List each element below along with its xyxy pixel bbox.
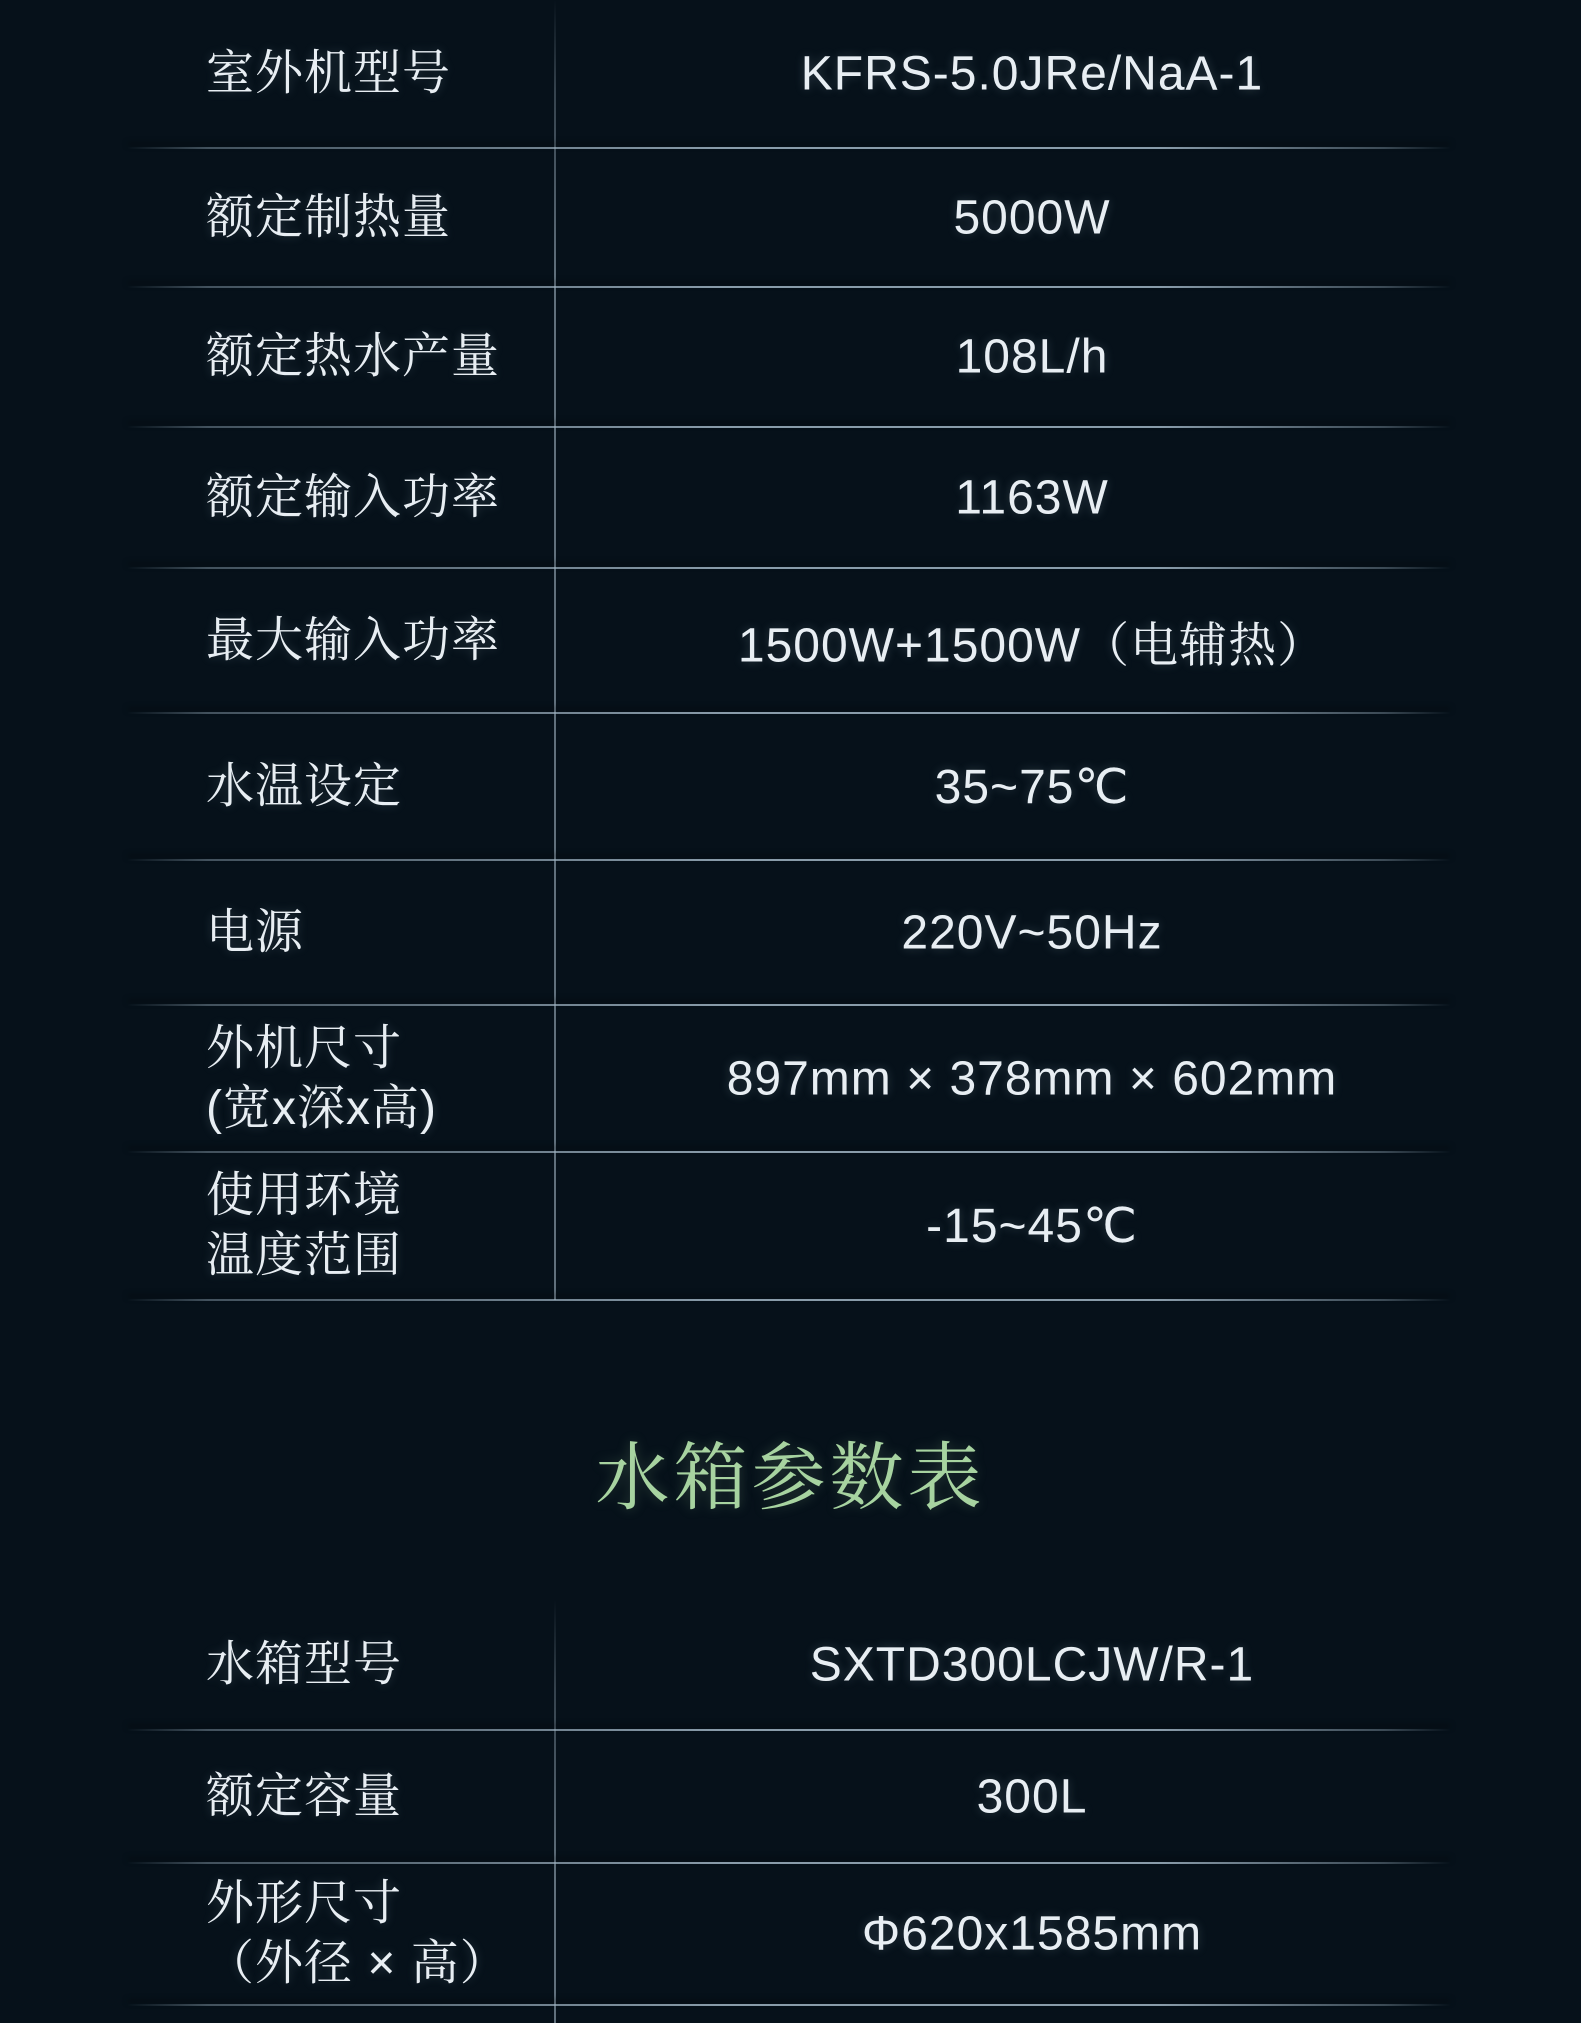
table-row xyxy=(0,287,1581,427)
spec-value: 220V~50Hz xyxy=(901,906,1163,959)
spec-label-text: 额定输入功率 xyxy=(206,470,501,524)
table-row xyxy=(0,1600,1581,1730)
table-row xyxy=(0,713,1581,860)
spec-label-text: 室外机型号 xyxy=(206,47,452,100)
spec-label-text: 外机尺寸 xyxy=(206,1021,403,1075)
spec-value: 1163W xyxy=(955,471,1109,524)
spec-value: 5000W xyxy=(953,191,1111,244)
table-row xyxy=(0,568,1581,713)
spec-value: 1500W+1500W（电辅热） xyxy=(737,619,1327,672)
table-row xyxy=(0,1730,1581,1863)
spec-value: SXTD300LCJW/R-1 xyxy=(809,1638,1255,1692)
table-row xyxy=(0,0,1581,148)
spec-value: KFRS-5.0JRe/NaA-1 xyxy=(800,47,1264,101)
spec-value: Φ620x1585mm xyxy=(861,1907,1203,1961)
table-row xyxy=(0,1005,1581,1152)
spec-label-subtext: (宽x深x高) xyxy=(206,1081,437,1135)
table-row xyxy=(0,148,1581,287)
table-row xyxy=(0,860,1581,1005)
tank-spec-table xyxy=(0,1600,1581,2023)
table-row xyxy=(0,427,1581,568)
spec-label xyxy=(0,468,500,528)
table-row xyxy=(0,1152,1581,1300)
spec-label xyxy=(0,1635,402,1695)
spec-label xyxy=(0,1767,402,1827)
spec-label-text: 额定容量 xyxy=(206,1769,403,1823)
spec-value: 300L xyxy=(976,1770,1088,1823)
table-row xyxy=(0,1863,1581,2005)
spec-value: 897mm × 378mm × 602mm xyxy=(726,1052,1338,1105)
spec-label-text: 额定热水产量 xyxy=(206,330,501,383)
spec-label-text: 使用环境 xyxy=(206,1169,403,1222)
spec-label xyxy=(0,1166,402,1286)
spec-label-text: 额定制热量 xyxy=(206,190,452,244)
spec-label xyxy=(0,611,500,671)
spec-label xyxy=(0,188,451,248)
spec-label xyxy=(0,44,451,104)
spec-value: -15~45℃ xyxy=(926,1200,1138,1253)
spec-label xyxy=(0,757,402,817)
spec-label-text: 水温设定 xyxy=(206,759,403,813)
spec-label-subtext: （外径 × 高） xyxy=(206,1937,509,1990)
row-divider xyxy=(128,1299,1450,1302)
spec-label-text: 电源 xyxy=(206,905,305,959)
spec-label xyxy=(0,1019,437,1139)
spec-value: 35~75℃ xyxy=(934,760,1130,814)
tank-section-title: 水箱参数表 xyxy=(595,1436,986,1519)
spec-label xyxy=(0,903,304,963)
spec-label xyxy=(0,1874,509,1994)
spec-label-text: 水箱型号 xyxy=(206,1638,403,1691)
spec-value: 108L/h xyxy=(955,330,1109,384)
spec-label-text: 外形尺寸 xyxy=(206,1877,403,1930)
spec-label-text: 最大输入功率 xyxy=(206,613,501,667)
spec-label xyxy=(0,327,500,387)
spec-label-subtext: 温度范围 xyxy=(206,1229,403,1282)
table-row-partial xyxy=(0,2005,1581,2023)
